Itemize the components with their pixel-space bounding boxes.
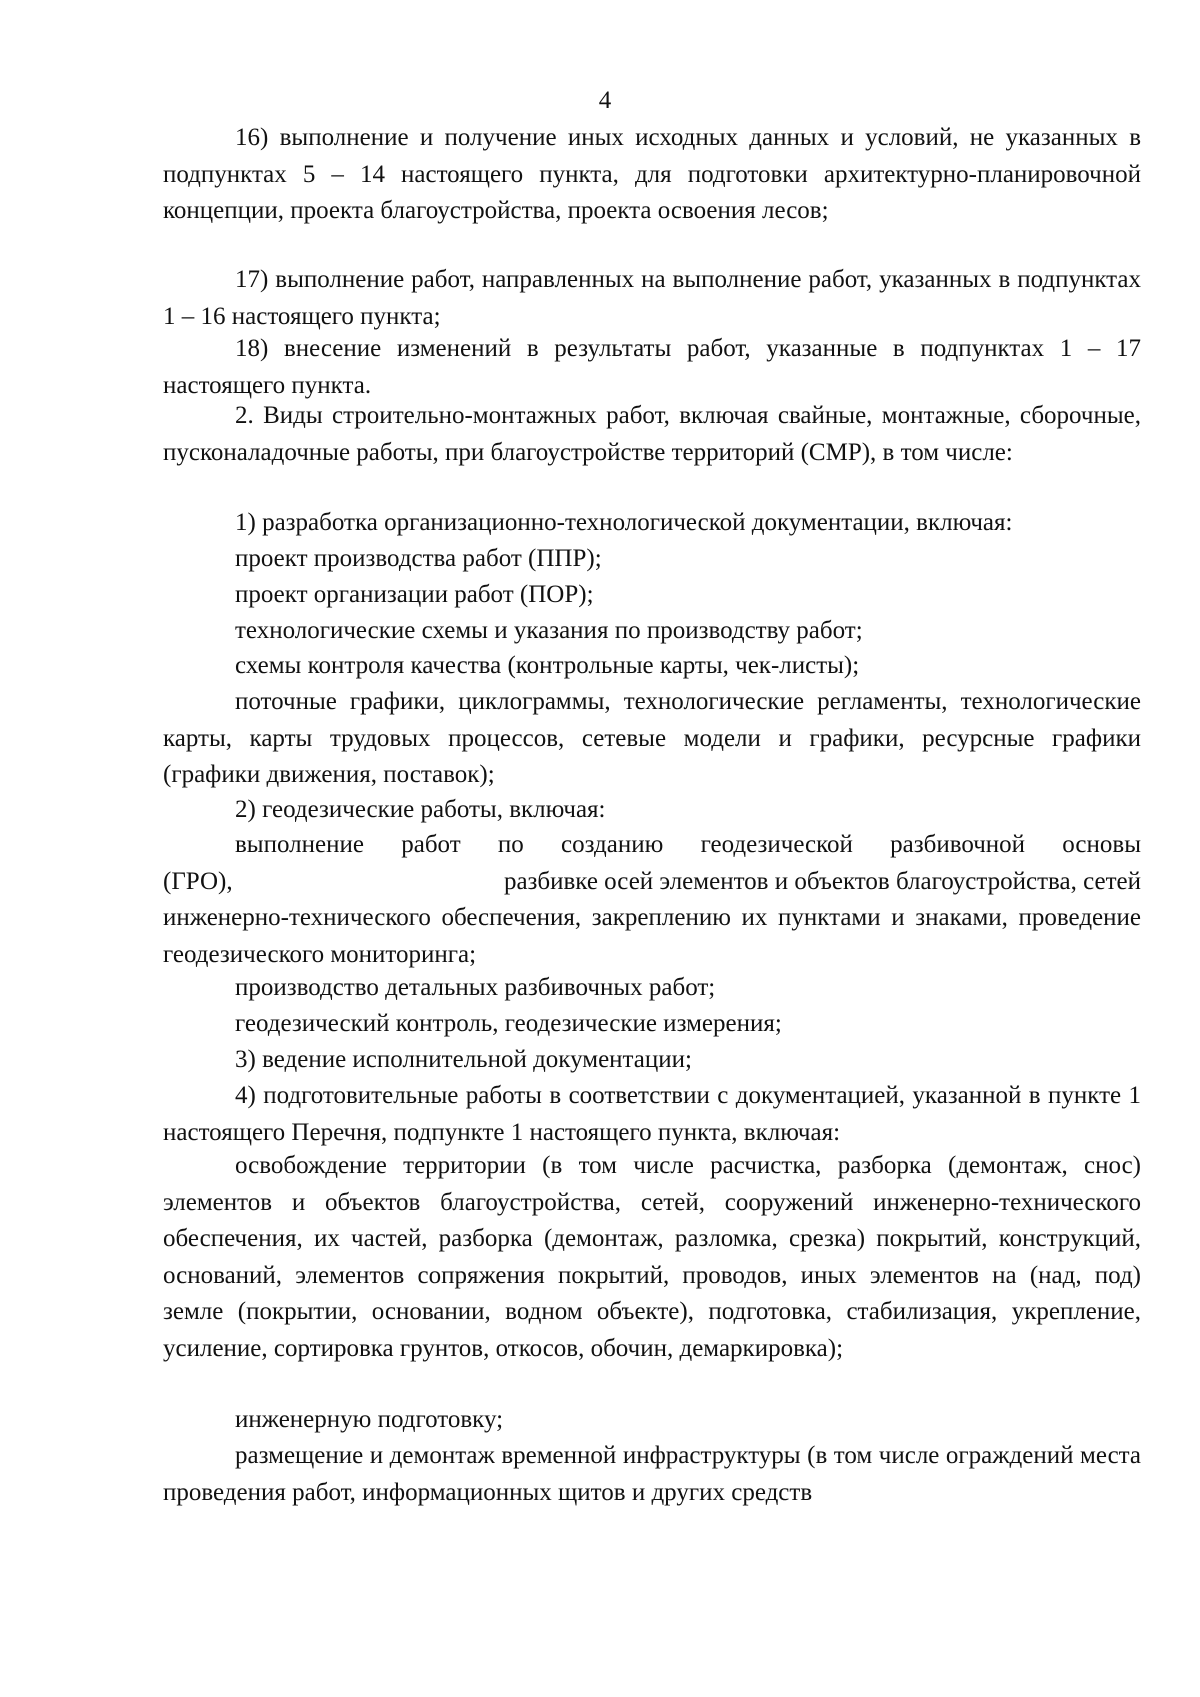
item-1-por: проект организации работ (ПОР); — [235, 581, 594, 608]
item-2-gro-rest: инженерно-технического обеспечения, закреплению их пунктами и знаками, проведение геодезического мониторинга; — [163, 904, 1141, 968]
item-2-control: геодезический контроль, геодезические измерения; — [235, 1010, 782, 1037]
item-2-gro-line2 — [163, 864, 1141, 901]
gro-abbr: (ГРО), — [163, 867, 233, 895]
item-4: 4) подготовительные работы в соответствии с документацией, указанной в пункте 1 настоящего Перечня, подпункте 1 настоящего пункта, включая: — [163, 1082, 1141, 1146]
gro-line2-rest: разбивке осей элементов и объектов благоустройства, сетей — [503, 867, 1141, 895]
item-3: 3) ведение исполнительной документации; — [235, 1046, 692, 1073]
subitem-17: 17) выполнение работ, направленных на выполнение работ, указанных в подпунктах 1 – 16 настоящего пункта; — [163, 266, 1141, 330]
subitem-18: 18) внесение изменений в результаты работ, указанные в подпунктах 1 – 17 настоящего пункта. — [163, 335, 1141, 399]
item-2-gro-line1: выполнение работ по созданию геодезической разбивочной основы — [235, 831, 1141, 858]
item-4-temporary: размещение и демонтаж временной инфраструктуры (в том числе ограждений места проведения работ, информационных щитов и других средств — [163, 1442, 1141, 1506]
item-4-engineering: инженерную подготовку; — [235, 1406, 504, 1433]
section-2: 2. Виды строительно-монтажных работ, включая свайные, монтажные, сборочные, пусконаладочные работы, при благоустройстве территорий (СМР), в том числе: — [163, 402, 1141, 466]
page-number: 4 — [598, 87, 612, 114]
item-4-clearing: освобождение территории (в том числе расчистка, разборка (демонтаж, снос) элементов и объектов благоустройства, сетей, сооружений инженерно-технического обеспечения, их частей, разборка (демонтаж, разломка, срезка) покрытий, конструкций, оснований, элементов сопряжения покрытий, проводов, иных элементов на (над, под) земле (покрытии, основании, водном объекте), подготовка, стабилизация, укрепление, усиление, сортировка грунтов, откосов, обочин, демаркировка); — [163, 1152, 1141, 1362]
item-1-quality: схемы контроля качества (контрольные карты, чек-листы); — [235, 652, 860, 679]
item-2: 2) геодезические работы, включая: — [235, 796, 606, 823]
item-1: 1) разработка организационно-технологической документации, включая: — [235, 509, 1013, 536]
item-2-gro-block — [163, 827, 1141, 973]
item-1-schemes: технологические схемы и указания по производству работ; — [235, 617, 863, 644]
subitem-16: 16) выполнение и получение иных исходных данных и условий, не указанных в подпунктах 5 – 14 настоящего пункта, для подготовки архитектурно-планировочной концепции, проекта благоустройства, проекта освоения лесов; — [163, 124, 1141, 225]
item-1-ppr: проект производства работ (ППР); — [235, 545, 602, 572]
item-1-schedules: поточные графики, циклограммы, технологические регламенты, технологические карты, карты трудовых процессов, сетевые модели и графики, ресурсные графики (графики движения, поставок); — [163, 688, 1141, 789]
item-2-detail: производство детальных разбивочных работ; — [235, 974, 716, 1001]
